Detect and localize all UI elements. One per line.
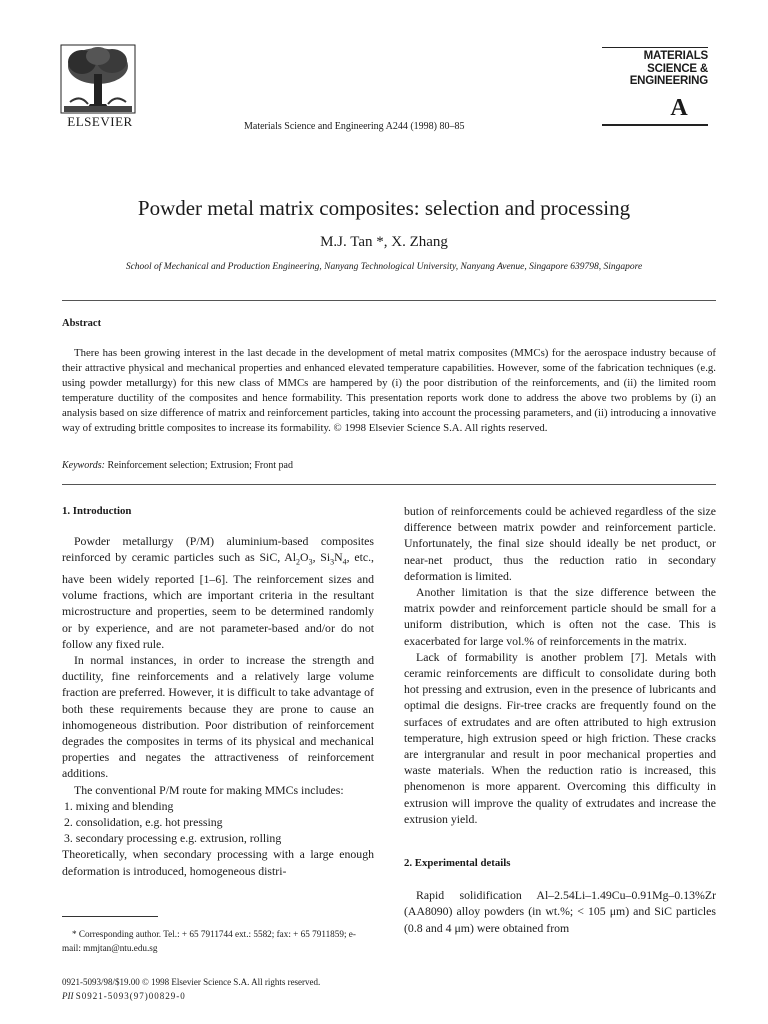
pii-line	[62, 989, 402, 1003]
keywords-list: Reinforcement selection; Extrusion; Front pad	[107, 460, 293, 471]
right-column	[404, 503, 716, 936]
abstract-heading: Abstract	[62, 318, 102, 329]
paper-affiliation: School of Mechanical and Production Engineering, Nanyang Technological University, Nanyang Avenue, Singapore 639798, Singapore	[125, 262, 643, 272]
journal-logo	[602, 50, 708, 88]
journal-logo-line-2: SCIENCE &	[647, 62, 708, 75]
intro-paragraph-5: bution of reinforcements could be achieved regardless of the size difference between matrix powder and reinforcement particle. Unfortunately, the final size should ideally be net product, or near-net product, thus the reduction ratio in secondary deformation is limited.	[404, 504, 716, 583]
list-item: 3. secondary processing e.g. extrusion, rolling	[64, 831, 282, 846]
section-1-heading: 1. Introduction	[62, 505, 132, 517]
paper-title: Powder metal matrix composites: selection and processing	[137, 196, 631, 220]
pii-value: S0921-5093(97)00829-0	[75, 991, 186, 1001]
journal-logo-bottom-rule	[602, 124, 708, 126]
paper-authors: M.J. Tan *, X. Zhang	[320, 234, 448, 250]
corresponding-author-footnote: * Corresponding author. Tel.: + 65 7911744 ext.: 5582; fax: + 65 7911859; e-mail: mmjtan@ntu.edu.sg	[62, 929, 356, 953]
intro-paragraph-6: Another limitation is that the size difference between the matrix powder and reinforcement particle should be small for a uniform distribution, which is often not the case. This is exacerbated for large vol.% of reinforcements in the matrix.	[404, 585, 716, 648]
journal-logo-line-3: ENGINEERING	[629, 75, 708, 87]
publisher-name: ELSEVIER	[67, 114, 133, 129]
journal-logo-letter: A	[670, 95, 688, 121]
footnote-divider	[62, 916, 158, 917]
keywords-line	[62, 460, 293, 471]
issn-line: 0921-5093/98/$19.00 © 1998 Elsevier Science S.A. All rights reserved.	[62, 977, 321, 987]
intro-paragraph-3: The conventional P/M route for making MMCs includes:	[74, 782, 344, 797]
list-item: 1. mixing and blending	[64, 798, 174, 813]
journal-logo-top-rule	[602, 47, 708, 48]
abstract-text: There has been growing interest in the last decade in the development of metal matrix composites (MMCs) for the aerospace industry because of their attractive physical and mechanical properties and enhanced elevated temperature capabilities. However, some of the fabrication techniques (e.g. using powder metallurgy) for this new class of MMCs are hampered by (i) the poor distribution of the reinforcements, and (ii) the limited room temperature ductility of the composites and hence formability. This presentation reports work done to address the above two problems by (i) an analysis based on size difference of matrix and reinforcement particles, taking into account the processing parameters, and (ii) introducing a innovative way of extruding brittle composites to increase its formability. © 1998 Elsevier Science S.A. All rights reserved.	[62, 347, 716, 434]
keywords-label: Keywords:	[62, 460, 105, 471]
experimental-paragraph-1: Rapid solidification Al–2.54Li–1.49Cu–0.91Mg–0.13%Zr (AA8090) alloy powders (in wt.%; < 105 μm) and SiC particles (0.8 and 4 μm) were obtained from	[404, 888, 716, 935]
journal-reference: Materials Science and Engineering A244 (1998) 80–85	[244, 121, 465, 132]
intro-paragraph-4: Theoretically, when secondary processing with a large enough deformation is introduced, homogeneous distri-	[62, 847, 374, 878]
section-2-heading: 2. Experimental details	[404, 857, 511, 870]
intro-paragraph-2: In normal instances, in order to increase the strength and ductility, fine reinforcements and a relatively large volume fraction are preferred. However, it is difficult to take advantage of both these requirements because they are prone to cause an inhomogeneous distribution. Poor distribution of reinforcement degrades the composites in terms of its physical and mechanical properties and negates the attractiveness of reinforcement additions.	[62, 652, 374, 781]
intro-paragraph-7: Lack of formability is another problem [7]. Metals with ceramic reinforcements are difficult to consolidate during both hot pressing and extrusion, even in the presence of lubricants and optimal die designs. Fir-tree cracks are frequently found on the surfaces of extrudates and are often attributed to high extrusion temperature, high extrusion speed or high friction. These cracks are intergranular and result in poor mechanical properties and waste materials. When the reduction ratio is increased, this phenomenon is more apparent. Overcoming this difficulty in extrusion will improve the quality of extrudates and increase the extrusion yield.	[404, 649, 716, 826]
abstract-divider	[62, 484, 716, 485]
list-item: 2. consolidation, e.g. hot pressing	[64, 815, 223, 830]
journal-logo-line-1: MATERIALS	[643, 50, 708, 62]
left-column	[62, 503, 374, 879]
copyright-footer	[62, 975, 402, 1003]
intro-paragraph-1: Powder metallurgy (P/M) aluminium-based composites reinforced by ceramic particles such as SiC, $Al_2O_3$, $Si_3N_4$, etc., have been widely reported [1–6]. The reinforcement sizes and volume fractions, which are important criteria in the resultant microstructure and properties, seem to be determined randomly or by experience, and are not parameter-based and/or do not follow any fixed rule.	[62, 534, 375, 651]
top-divider	[62, 300, 716, 301]
pii-label: PII	[62, 991, 74, 1001]
